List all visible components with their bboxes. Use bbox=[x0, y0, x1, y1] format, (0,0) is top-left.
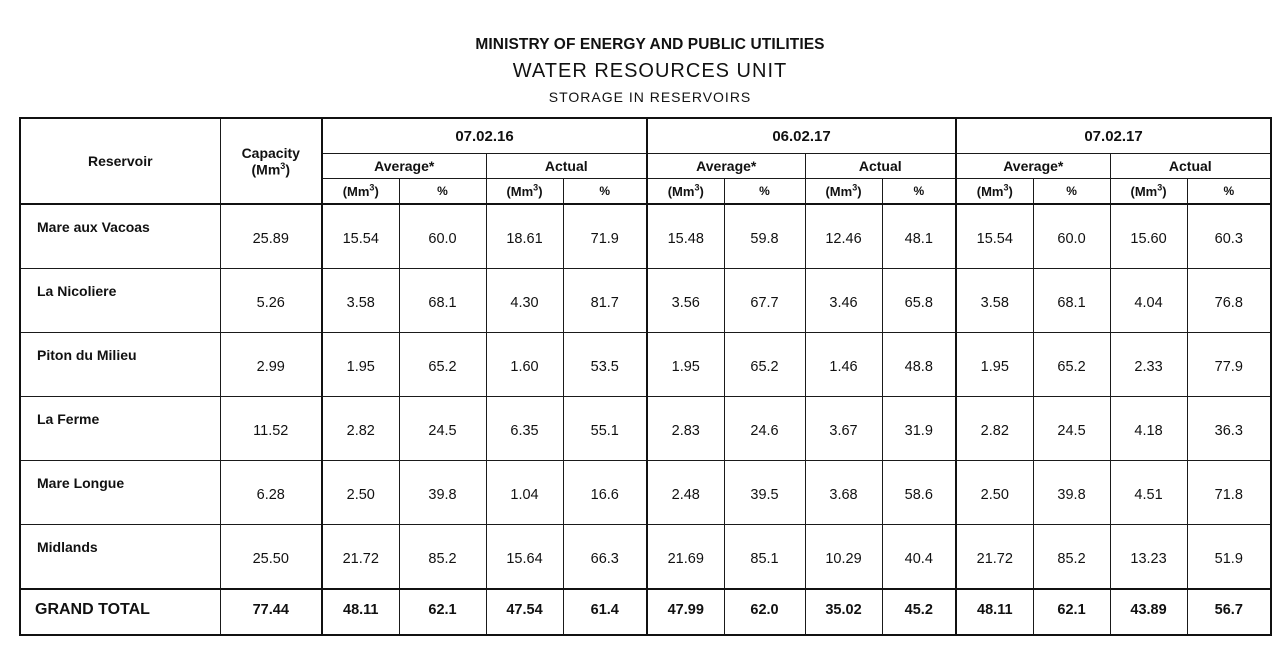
percent-cell: 48.8 bbox=[882, 333, 956, 397]
volume-cell: 15.48 bbox=[647, 204, 724, 269]
volume-cell: 1.95 bbox=[647, 333, 724, 397]
capacity-cell: 25.89 bbox=[220, 204, 322, 269]
percent-cell: 40.4 bbox=[882, 525, 956, 590]
table-row bbox=[20, 269, 1271, 333]
volume-cell: 4.04 bbox=[1110, 269, 1187, 333]
capacity-cell: 11.52 bbox=[220, 397, 322, 461]
volume-cell: 48.11 bbox=[322, 589, 399, 635]
percent-cell: 48.1 bbox=[882, 204, 956, 269]
volume-cell: 21.72 bbox=[322, 525, 399, 590]
percent-cell: 16.6 bbox=[563, 461, 647, 525]
volume-cell: 1.95 bbox=[956, 333, 1033, 397]
subheader-actual-2: Actual bbox=[805, 154, 956, 179]
unit-header: (Mm$^3$) bbox=[647, 179, 724, 205]
table-row bbox=[20, 397, 1271, 461]
percent-cell: 67.7 bbox=[724, 269, 805, 333]
ministry-title: MINISTRY OF ENERGY AND PUBLIC UTILITIES bbox=[475, 36, 825, 53]
percent-cell: 62.0 bbox=[724, 589, 805, 635]
percent-cell: 24.5 bbox=[399, 397, 486, 461]
volume-cell: 2.50 bbox=[322, 461, 399, 525]
capacity-cell: 2.99 bbox=[220, 333, 322, 397]
percent-cell: 76.8 bbox=[1187, 269, 1271, 333]
unit-header: (Mm$^3$) bbox=[805, 179, 882, 205]
capacity-cell: 77.44 bbox=[220, 589, 322, 635]
percent-cell: 56.7 bbox=[1187, 589, 1271, 635]
table-row bbox=[20, 204, 1271, 269]
unit-header: (Mm$^3$) bbox=[322, 179, 399, 205]
volume-cell: 1.60 bbox=[486, 333, 563, 397]
capacity-cell: 6.28 bbox=[220, 461, 322, 525]
volume-cell: 6.35 bbox=[486, 397, 563, 461]
date-header-1: 07.02.16 bbox=[322, 118, 647, 154]
volume-cell: 4.30 bbox=[486, 269, 563, 333]
volume-cell: 1.46 bbox=[805, 333, 882, 397]
percent-cell: 68.1 bbox=[1033, 269, 1110, 333]
volume-cell: 18.61 bbox=[486, 204, 563, 269]
reservoir-name: La Nicoliere bbox=[20, 269, 220, 333]
percent-cell: 36.3 bbox=[1187, 397, 1271, 461]
volume-cell: 12.46 bbox=[805, 204, 882, 269]
percent-header: % bbox=[399, 179, 486, 205]
volume-cell: 13.23 bbox=[1110, 525, 1187, 590]
volume-cell: 3.58 bbox=[956, 269, 1033, 333]
volume-cell: 3.67 bbox=[805, 397, 882, 461]
percent-cell: 24.5 bbox=[1033, 397, 1110, 461]
percent-cell: 66.3 bbox=[563, 525, 647, 590]
percent-cell: 62.1 bbox=[1033, 589, 1110, 635]
percent-cell: 71.8 bbox=[1187, 461, 1271, 525]
volume-cell: 15.64 bbox=[486, 525, 563, 590]
date-header-3: 07.02.17 bbox=[956, 118, 1271, 154]
percent-cell: 77.9 bbox=[1187, 333, 1271, 397]
volume-cell: 4.51 bbox=[1110, 461, 1187, 525]
reservoir-name: Mare Longue bbox=[20, 461, 220, 525]
percent-header: % bbox=[1187, 179, 1271, 205]
volume-cell: 47.99 bbox=[647, 589, 724, 635]
volume-cell: 3.56 bbox=[647, 269, 724, 333]
volume-cell: 4.18 bbox=[1110, 397, 1187, 461]
percent-cell: 59.8 bbox=[724, 204, 805, 269]
percent-cell: 39.8 bbox=[1033, 461, 1110, 525]
volume-cell: 2.82 bbox=[322, 397, 399, 461]
capacity-cell: 5.26 bbox=[220, 269, 322, 333]
percent-header: % bbox=[882, 179, 956, 205]
volume-cell: 1.95 bbox=[322, 333, 399, 397]
percent-cell: 45.2 bbox=[882, 589, 956, 635]
percent-header: % bbox=[1033, 179, 1110, 205]
volume-cell: 21.69 bbox=[647, 525, 724, 590]
table-row bbox=[20, 525, 1271, 590]
percent-cell: 58.6 bbox=[882, 461, 956, 525]
percent-cell: 65.2 bbox=[399, 333, 486, 397]
percent-header: % bbox=[563, 179, 647, 205]
reservoir-column-header: Reservoir bbox=[20, 118, 220, 204]
subheader-average-3: Average* bbox=[956, 154, 1110, 179]
volume-cell: 35.02 bbox=[805, 589, 882, 635]
volume-cell: 1.04 bbox=[486, 461, 563, 525]
percent-cell: 85.1 bbox=[724, 525, 805, 590]
unit-title: WATER RESOURCES UNIT bbox=[512, 60, 788, 82]
date-header-2: 06.02.17 bbox=[647, 118, 956, 154]
volume-cell: 43.89 bbox=[1110, 589, 1187, 635]
reservoir-name: La Ferme bbox=[20, 397, 220, 461]
volume-cell: 3.46 bbox=[805, 269, 882, 333]
volume-cell: 2.82 bbox=[956, 397, 1033, 461]
percent-cell: 51.9 bbox=[1187, 525, 1271, 590]
volume-cell: 15.54 bbox=[956, 204, 1033, 269]
volume-cell: 21.72 bbox=[956, 525, 1033, 590]
percent-cell: 39.8 bbox=[399, 461, 486, 525]
grand-total-label: GRAND TOTAL bbox=[20, 589, 220, 635]
subheader-average-2: Average* bbox=[647, 154, 805, 179]
volume-cell: 2.83 bbox=[647, 397, 724, 461]
volume-cell: 10.29 bbox=[805, 525, 882, 590]
volume-cell: 3.68 bbox=[805, 461, 882, 525]
percent-cell: 62.1 bbox=[399, 589, 486, 635]
unit-header: (Mm$^3$) bbox=[1110, 179, 1187, 205]
percent-cell: 71.9 bbox=[563, 204, 647, 269]
subheader-average-1: Average* bbox=[322, 154, 486, 179]
percent-cell: 61.4 bbox=[563, 589, 647, 635]
percent-cell: 39.5 bbox=[724, 461, 805, 525]
percent-cell: 65.2 bbox=[724, 333, 805, 397]
percent-cell: 60.0 bbox=[1033, 204, 1110, 269]
percent-cell: 53.5 bbox=[563, 333, 647, 397]
reservoir-name: Mare aux Vacoas bbox=[20, 204, 220, 269]
percent-cell: 55.1 bbox=[563, 397, 647, 461]
table-row bbox=[20, 333, 1271, 397]
percent-cell: 60.0 bbox=[399, 204, 486, 269]
unit-header: (Mm$^3$) bbox=[956, 179, 1033, 205]
reservoir-name: Piton du Milieu bbox=[20, 333, 220, 397]
subheader-actual-1: Actual bbox=[486, 154, 647, 179]
percent-cell: 85.2 bbox=[1033, 525, 1110, 590]
table-subtitle: STORAGE IN RESERVOIRS bbox=[548, 89, 752, 105]
percent-header: % bbox=[724, 179, 805, 205]
percent-cell: 60.3 bbox=[1187, 204, 1271, 269]
volume-cell: 15.60 bbox=[1110, 204, 1187, 269]
percent-cell: 81.7 bbox=[563, 269, 647, 333]
volume-cell: 47.54 bbox=[486, 589, 563, 635]
subheader-actual-3: Actual bbox=[1110, 154, 1271, 179]
volume-cell: 48.11 bbox=[956, 589, 1033, 635]
unit-header: (Mm$^3$) bbox=[486, 179, 563, 205]
percent-cell: 65.2 bbox=[1033, 333, 1110, 397]
volume-cell: 15.54 bbox=[322, 204, 399, 269]
table-row bbox=[20, 461, 1271, 525]
percent-cell: 85.2 bbox=[399, 525, 486, 590]
volume-cell: 2.48 bbox=[647, 461, 724, 525]
reservoir-storage-table bbox=[19, 117, 1272, 636]
volume-cell: 3.58 bbox=[322, 269, 399, 333]
capacity-column-header: Capacity (Mm$^3$) bbox=[220, 118, 322, 204]
volume-cell: 2.50 bbox=[956, 461, 1033, 525]
percent-cell: 31.9 bbox=[882, 397, 956, 461]
percent-cell: 65.8 bbox=[882, 269, 956, 333]
reservoir-name: Midlands bbox=[20, 525, 220, 590]
volume-cell: 2.33 bbox=[1110, 333, 1187, 397]
percent-cell: 24.6 bbox=[724, 397, 805, 461]
percent-cell: 68.1 bbox=[399, 269, 486, 333]
grand-total-row bbox=[20, 589, 1271, 635]
capacity-cell: 25.50 bbox=[220, 525, 322, 590]
